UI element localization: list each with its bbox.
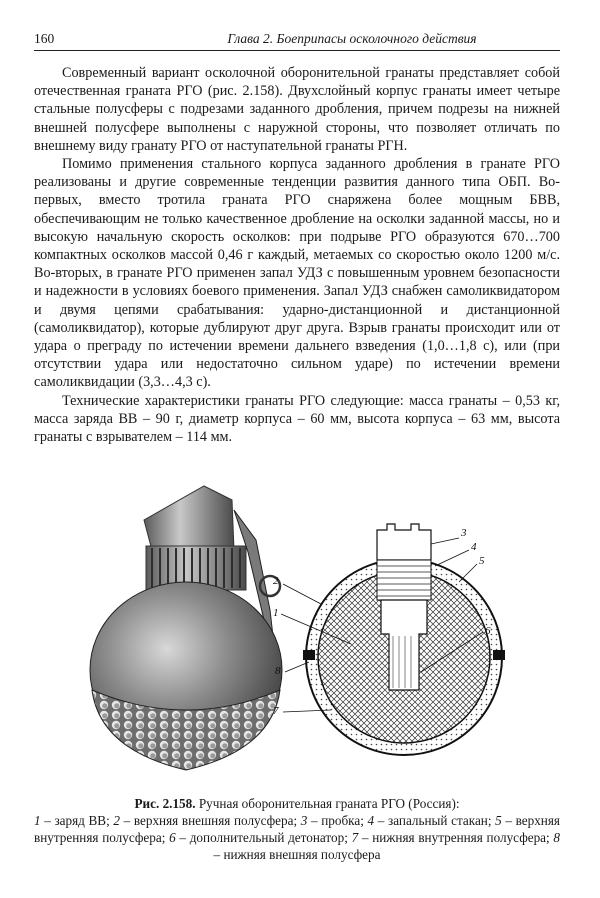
cross-section-diagram xyxy=(259,522,549,762)
legend-number: 3 xyxy=(300,813,308,828)
chapter-title: Глава 2. Боеприпасы осколочного действия xyxy=(227,31,477,46)
body-text xyxy=(34,64,560,446)
legend-text: – нижняя внутренняя полусфера; xyxy=(358,830,554,845)
legend-number: 1 xyxy=(34,813,41,828)
legend-text: – запальный стакан; xyxy=(374,813,496,828)
caption-legend xyxy=(34,812,560,863)
diagram-label: 7 xyxy=(273,705,279,717)
legend-text: – дополнительный детонатор; xyxy=(175,830,352,845)
caption-title-line xyxy=(34,795,560,812)
legend-text: – заряд ВВ; xyxy=(40,813,114,828)
legend-number: 8 xyxy=(553,830,561,845)
figure-caption xyxy=(34,795,560,863)
diagram-label: 2 xyxy=(273,575,279,587)
paragraph: Современный вариант осколочной оборонительной гранаты представляет собой отечественная граната РГО (рис. 2.158). Двухслойный корпус гранаты имеет четыре стальные полусферы с подрезами заданного дробления, причем подрезы на нижней внешней полусфере выполнены с наружной стороны, что позволяет отличать по внешнему виду гранату РГО от наступательной гранаты РГН. xyxy=(34,65,560,154)
diagram-label: 8 xyxy=(275,665,281,677)
diagram-label: 3 xyxy=(461,527,467,539)
diagram-label: 6 xyxy=(485,625,491,637)
legend-number: 4 xyxy=(367,813,375,828)
legend-text: – верхняя внутренняя полусфера; xyxy=(34,813,560,845)
figure xyxy=(34,480,560,780)
legend-number: 7 xyxy=(351,830,359,845)
legend-number: 2 xyxy=(113,813,120,828)
paragraph: Помимо применения стального корпуса заданного дробления в гранате РГО реализованы и другие современные тенденции развития данного типа ОБП. Во-первых, вместо тротила граната РГО снаряжена более мощным БВВ, обеспечивающим не только качественное дробление на осколки заданной массы, но и высокую начальную скорость осколков: при подрыве РГО образуются 670…700 компактных осколков массой 0,46 г каждый, метаемых со скоростью около 1200 м/с. Во-вторых, в гранате РГО применен запал УДЗ с повышенным уровнем безопасности и надежности в условиях боевого применения. Запал УДЗ снабжен самоликвидатором и двумя цепями срабатывания: ударно-дистанционной и дистанционной (самоликвидатор), которые дублируют друг друга. Взрыв гранаты происходит или от удара о преграду по истечении времени дальнего взведения (1,0…1,8 с), или (при отсутствии удара или недостаточно сильном ударе) по истечении времени самоликвидации (3,3…4,3 с). xyxy=(34,156,560,391)
running-header xyxy=(34,28,560,51)
legend-number: 5 xyxy=(495,813,502,828)
caption-title: Ручная оборонительная граната РГО (Россия): xyxy=(198,796,460,811)
diagram-label: 1 xyxy=(273,607,279,619)
legend-text: – пробка; xyxy=(307,813,368,828)
diagram-label: 5 xyxy=(479,555,485,567)
diagram-label: 4 xyxy=(471,541,477,553)
figure-number: Рис. 2.158. xyxy=(134,796,196,811)
paragraph: Технические характеристики гранаты РГО следующие: масса гранаты – 0,53 кг, масса заряда ВВ – 90 г, диаметр корпуса – 60 мм, высота корпуса – 63 мм, высота гранаты с взрывателем – 114 мм. xyxy=(34,392,560,446)
page-number: 160 xyxy=(34,31,55,46)
legend-text: – нижняя внешняя полусфера xyxy=(213,847,381,862)
legend-number: 6 xyxy=(169,830,176,845)
legend-text: – верхняя внешняя полусфера; xyxy=(120,813,301,828)
grenade-photo xyxy=(74,480,284,780)
